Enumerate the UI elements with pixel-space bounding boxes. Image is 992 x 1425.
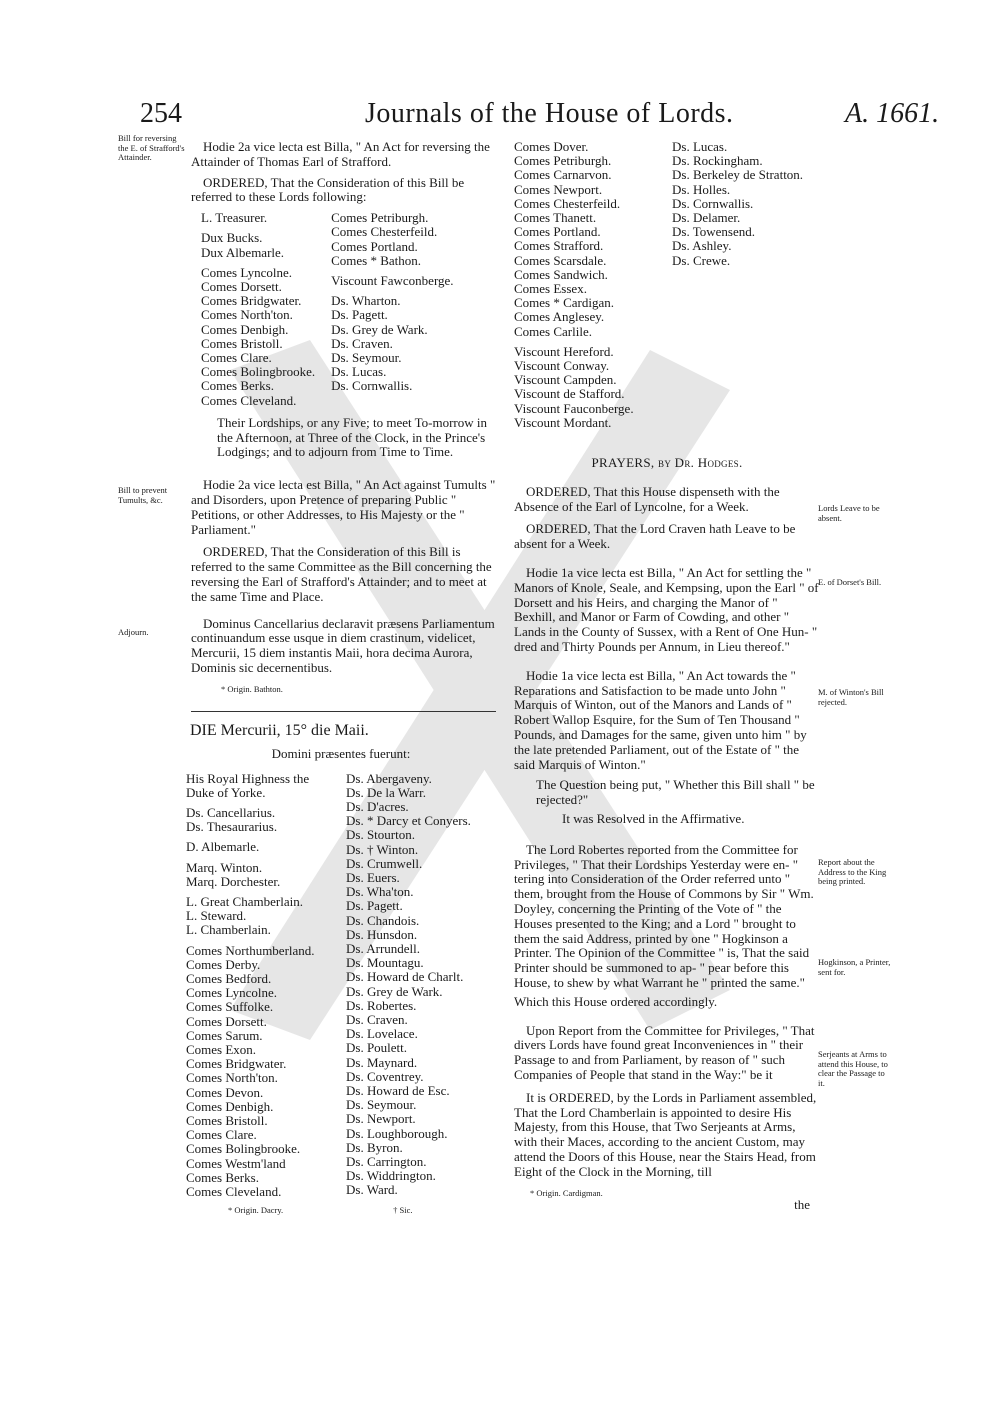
present-lord: Comes Newport. (514, 181, 603, 197)
present-lord: Ds. Seymour. (346, 1097, 417, 1113)
committee-member: Comes Denbigh. (201, 321, 289, 337)
present-lord: Ds. Crewe. (672, 252, 731, 268)
committee-member: Ds. Cornwallis. (331, 378, 413, 394)
present-lord: Ds. Towensend. (672, 224, 755, 240)
committee-member: L. Treasurer. (201, 210, 268, 226)
present-lord: Comes Scarsdale. (514, 252, 607, 268)
absence-lyncolne-para: ORDERED, That this House dispenseth with the Absence of the Earl of Lyncolne, for a Week. (514, 483, 780, 514)
present-lord: Comes Thanett. (514, 210, 597, 226)
ordered-accordingly-para: Which this House ordered accordingly. (514, 993, 718, 1009)
present-lord: Comes Derby. (186, 956, 261, 972)
present-lord: Ds. Stourton. (346, 827, 415, 843)
present-lord: Ds. Grey de Wark. (346, 983, 443, 999)
section-rule-left (191, 711, 496, 712)
bill-tumults-para: Hodie 2a vice lecta est Billa, " An Act against Tumults " and Disorders, upon Pretence of preparing Public " Petitions, or other Addresses, to His Majesty or the " Parliament." (191, 477, 496, 537)
present-lord: Comes Sandwich. (514, 266, 608, 282)
report-robertes-para: The Lord Robertes reported from the Committee for Privileges, " That their Lordships Yesterday were en- " tering into Consideration of the Order referred unto " them, brought from the House of Commons by Sir " Wm. Doyley, concerning the Printing of the Vote of " the Houses presented to the King; and a Lord " brought to them the said Address, printed by one " Hogkinson a Printer. The Opinion of the Committee " is, That the said Printer should be summoned to ap- " pear before this House, to shew by what Warrant he " printed the same." (514, 841, 814, 990)
present-lord: Ds. Maynard. (346, 1054, 418, 1070)
present-lord: Comes Dover. (514, 139, 589, 154)
present-lord: Ds. Poulett. (346, 1040, 408, 1056)
present-lord: Comes Strafford. (514, 238, 604, 254)
present-lord: Duke of Yorke. (186, 784, 266, 800)
present-lord: Viscount Fauconberge. (514, 400, 634, 416)
present-lord: Comes Denbigh. (186, 1098, 274, 1114)
present-lord: Ds. Mountagu. (346, 955, 424, 971)
present-lord: Ds. † Winton. (346, 841, 419, 857)
present-lord: L. Great Chamberlain. (186, 894, 303, 910)
present-lord: D. Albemarle. (186, 839, 260, 855)
present-lord: Ds. Loughborough. (346, 1125, 448, 1141)
present-lord: Comes Petriburgh. (514, 153, 612, 169)
present-lord: Marq. Dorchester. (186, 873, 281, 889)
present-lord: Comes Cleveland. (186, 1184, 282, 1200)
present-lord: Ds. Cancellarius. (186, 805, 276, 820)
resolved-para: It was Resolved in the Affirmative. (562, 811, 745, 826)
question-para: The Question being put, " Whether this Bill shall " be rejected?" (536, 777, 815, 808)
present-lord: Ds. Lucas. (672, 139, 728, 154)
footnote-dacry: * Origin. Dacry. (228, 1205, 284, 1216)
day-heading: DIE Mercurii, 15° die Maii. (190, 722, 369, 739)
committee-member: Comes Lyncolne. (201, 264, 292, 280)
margin-note-hogkinson: Hogkinson, a Printer, sent for. (818, 957, 891, 977)
present-lord: Comes Carnarvon. (514, 167, 612, 183)
committee-lists (201, 211, 501, 408)
committee-member: Comes Petriburgh. (331, 210, 429, 226)
present-lord: Ds. Craven. (346, 1012, 408, 1028)
present-lord: Ds. Howard de Esc. (346, 1083, 450, 1099)
catchword: the (794, 1197, 810, 1213)
committee-member: Ds. Seymour. (331, 350, 402, 366)
page-number: 254 (140, 98, 182, 129)
present-lord: Ds. Newport. (346, 1111, 416, 1127)
present-lord: Ds. Lovelace. (346, 1026, 418, 1042)
present-lord: Comes Northumberland. (186, 942, 315, 958)
present-list-b (346, 772, 471, 1200)
present-lord: Comes Bridgwater. (186, 1056, 287, 1072)
margin-note-strafford: Bill for reversing the E. of Strafford's Attainder. (118, 133, 185, 162)
order-tumults-para: ORDERED, That the Consideration of this Bill is referred to the same Committee as the Bill concerning the reversing the Earl of Strafford's Attainder; and to meet at the same Time and Place. (191, 544, 492, 604)
present-lord: Comes Lyncolne. (186, 985, 277, 1001)
lordships-para: Their Lordships, or any Five; to meet To-morrow in the Afternoon, at Three of the Clock, in the Prince's Lodgings; and to adjourn from Time to Time. (217, 414, 487, 460)
present-lord: Comes Sarum. (186, 1027, 263, 1043)
present-lord: Viscount Conway. (514, 358, 610, 374)
present-lord: Comes Chesterfeild. (514, 195, 621, 211)
committee-member: Comes Portland. (331, 238, 418, 254)
present-lord: Ds. Delamer. (672, 210, 741, 226)
committee-member: Comes Dorsett. (201, 279, 282, 294)
present-lord: Ds. Carrington. (346, 1154, 427, 1170)
present-lord: Comes Dorsett. (186, 1013, 267, 1029)
committee-member: Ds. Lucas. (331, 364, 387, 380)
committee-member: Ds. Wharton. (331, 293, 401, 309)
present-lord: Comes Westm'land (186, 1155, 286, 1171)
present-lord: Comes Devon. (186, 1084, 264, 1100)
present-lord: Ds. Ashley. (672, 238, 732, 254)
present-lord: Ds. Wha'ton. (346, 884, 414, 900)
footnote-cardigman: * Origin. Cardigman. (530, 1187, 603, 1198)
margin-note-winton: M. of Winton's Bill rejected. (818, 687, 884, 707)
committee-member: Dux Bucks. (201, 230, 263, 246)
present-lord: Comes Clare. (186, 1127, 257, 1143)
present-lord: Marq. Winton. (186, 859, 263, 875)
committee-member: Viscount Fawconberge. (331, 273, 454, 288)
footnotes-present (228, 1203, 496, 1218)
present-lord: Ds. Chandois. (346, 912, 420, 928)
present-lord: His Royal Highness the (186, 770, 310, 786)
present-list-a (186, 772, 338, 1200)
committee-member: Dux Albemarle. (201, 244, 285, 260)
present-lord: Ds. Crumwell. (346, 855, 423, 871)
present-lists (186, 772, 496, 1200)
present-lord: Comes * Cardigan. (514, 295, 615, 311)
present-lord: Comes Carlile. (514, 323, 592, 339)
present-lord: Ds. Cornwallis. (672, 195, 754, 211)
footnote-sic: † Sic. (393, 1205, 413, 1216)
present-lord: Ds. Arrundell. (346, 941, 421, 957)
present-lord: Ds. Byron. (346, 1139, 403, 1155)
present-lord: Ds. D'acres. (346, 799, 409, 814)
present-lord: L. Steward. (186, 908, 247, 924)
committee-member: Ds. Craven. (331, 335, 393, 351)
present-lord: Ds. Rockingham. (672, 153, 763, 169)
present-lord: L. Chamberlain. (186, 922, 271, 938)
bill-winton-para: Hodie 1a vice lecta est Billa, " An Act towards the " Reparations and Satisfaction to be made unto John " Marquis of Winton, out of the Manors and Lands of " Robert Wallop Esquire, for the Sum of Ten Thousand " Pounds, and Damages for the same, given unto him " by the late pretended Parliament, out of the Estate of " the said Marquis of Winton." (514, 667, 807, 772)
present-lord: Comes Exon. (186, 1042, 257, 1058)
margin-note-adjourn: Adjourn. (118, 627, 149, 637)
present-lord: Comes Bristoll. (186, 1113, 268, 1129)
right-lists (514, 140, 820, 430)
footnote-bathton: * Origin. Bathton. (221, 683, 283, 694)
margin-note-lords-leave: Lords Leave to be absent. (818, 503, 880, 523)
committee-member: Comes Chesterfeild. (331, 224, 438, 240)
running-title: Journals of the House of Lords. (365, 98, 734, 129)
present-lord: Ds. Howard de Charlt. (346, 969, 464, 985)
committee-member: Comes Bridgwater. (201, 293, 302, 309)
present-lord: Comes Suffolke. (186, 999, 274, 1015)
present-lord: Ds. Robertes. (346, 997, 417, 1013)
committee-list-a (201, 211, 315, 408)
present-lord: Comes Bedford. (186, 971, 272, 987)
year-label: A. 1661. (845, 98, 940, 129)
serjeants-order-para: It is ORDERED, by the Lords in Parliament assembled, That the Lord Chamberlain is appointed to desire His Majesty, from this House, that Two Serjeants at Arms, with their Maces, according to the ancient Custom, may attend the Doors of this House, near the Stairs Head, from Eight of the Clock in the Morning, till (514, 1089, 817, 1179)
committee-member: Comes North'ton. (201, 307, 293, 323)
committee-member: Comes * Bathon. (331, 252, 422, 268)
report-privileges-para: Upon Report from the Committee for Privileges, " That divers Lords have found great Inconveniences in " their Passage to and from Parliament, by reason of " such Companies of People that stand in the Way:" be it (514, 1022, 815, 1082)
committee-member: Comes Clare. (201, 350, 272, 366)
prayers-heading: PRAYERS, by Dr. Hodges. (591, 455, 743, 471)
present-lord: Ds. Euers. (346, 870, 400, 886)
bill-dorset-para: Hodie 1a vice lecta est Billa, " An Act for settling the " Manors of Knole, Seale, and Kempsing, upon the Earl " of Dorsett and his Heirs, and charging the Manor of " Bexhill, and Manor or Farm of Cowding, and other " Lands in the County of Sussex, with a Rent of One Hun- " dred and Thirty Pounds per Annum, in Lieu thereof." (514, 565, 819, 655)
present-lord: Ds. De la Warr. (346, 784, 426, 800)
right-list-a (514, 140, 644, 430)
absence-craven-para: ORDERED, That the Lord Craven hath Leave to be absent for a Week. (514, 521, 796, 552)
committee-member: Comes Berks. (201, 378, 274, 394)
present-lord: Comes Berks. (186, 1169, 259, 1185)
present-lord: Ds. Holles. (672, 181, 731, 197)
present-lord: Ds. Abergaveny. (346, 770, 432, 786)
committee-member: Comes Bristoll. (201, 335, 283, 351)
committee-member: Ds. Grey de Wark. (331, 321, 428, 337)
present-lord: Comes Essex. (514, 281, 587, 297)
margin-note-report-address: Report about the Address to the King being printed. (818, 857, 887, 886)
present-lord: Viscount Hereford. (514, 343, 614, 359)
present-lord: Ds. Ward. (346, 1182, 398, 1198)
present-lord: Viscount Campden. (514, 372, 617, 388)
present-lord: Comes North'ton. (186, 1070, 278, 1086)
bill-strafford-para: Hodie 2a vice lecta est Billa, " An Act for reversing the Attainder of Thomas Earl of Strafford. (191, 139, 490, 169)
margin-note-tumults: Bill to prevent Tumults, &c. (118, 485, 168, 505)
present-lord: Viscount Mordant. (514, 414, 612, 430)
present-lord: Viscount de Stafford. (514, 386, 625, 402)
present-heading: Domini præsentes fuerunt: (271, 745, 411, 761)
present-lord: Ds. Berkeley de Stratton. (672, 167, 804, 183)
present-lord: Ds. Widdrington. (346, 1168, 436, 1184)
present-lord: Ds. Hunsdon. (346, 926, 418, 942)
margin-note-serjeants: Serjeants at Arms to attend this House, to clear the Passage to it. (818, 1049, 888, 1088)
present-lord: Comes Bolingbrooke. (186, 1141, 301, 1157)
present-lord: Ds. Thesaurarius. (186, 819, 278, 835)
committee-member: Ds. Pagett. (331, 307, 388, 323)
present-lord: Ds. Coventrey. (346, 1068, 424, 1084)
adjourn-para: Dominus Cancellarius declaravit præsens Parliamentum continuandum esse usque in diem crastinum, videlicet, Mercurii, 15 diem instantis Maii, hora decima Aurora, Dominis sic decernentibus. (191, 615, 495, 675)
committee-member: Comes Cleveland. (201, 392, 297, 408)
margin-note-dorset: E. of Dorset's Bill. (818, 577, 882, 587)
present-lord: Comes Anglesey. (514, 309, 605, 325)
present-lord: Ds. * Darcy et Conyers. (346, 813, 471, 829)
present-lord: Comes Portland. (514, 224, 601, 240)
day-section (186, 724, 496, 1218)
right-column (514, 140, 820, 1213)
committee-member: Comes Bolingbrooke. (201, 364, 316, 380)
committee-list-b (331, 211, 453, 408)
right-list-b (672, 140, 803, 430)
order-committee-para: ORDERED, That the Consideration of this Bill be referred to these Lords following: (191, 174, 465, 205)
present-lord: Ds. Pagett. (346, 898, 403, 914)
left-column (191, 140, 501, 697)
